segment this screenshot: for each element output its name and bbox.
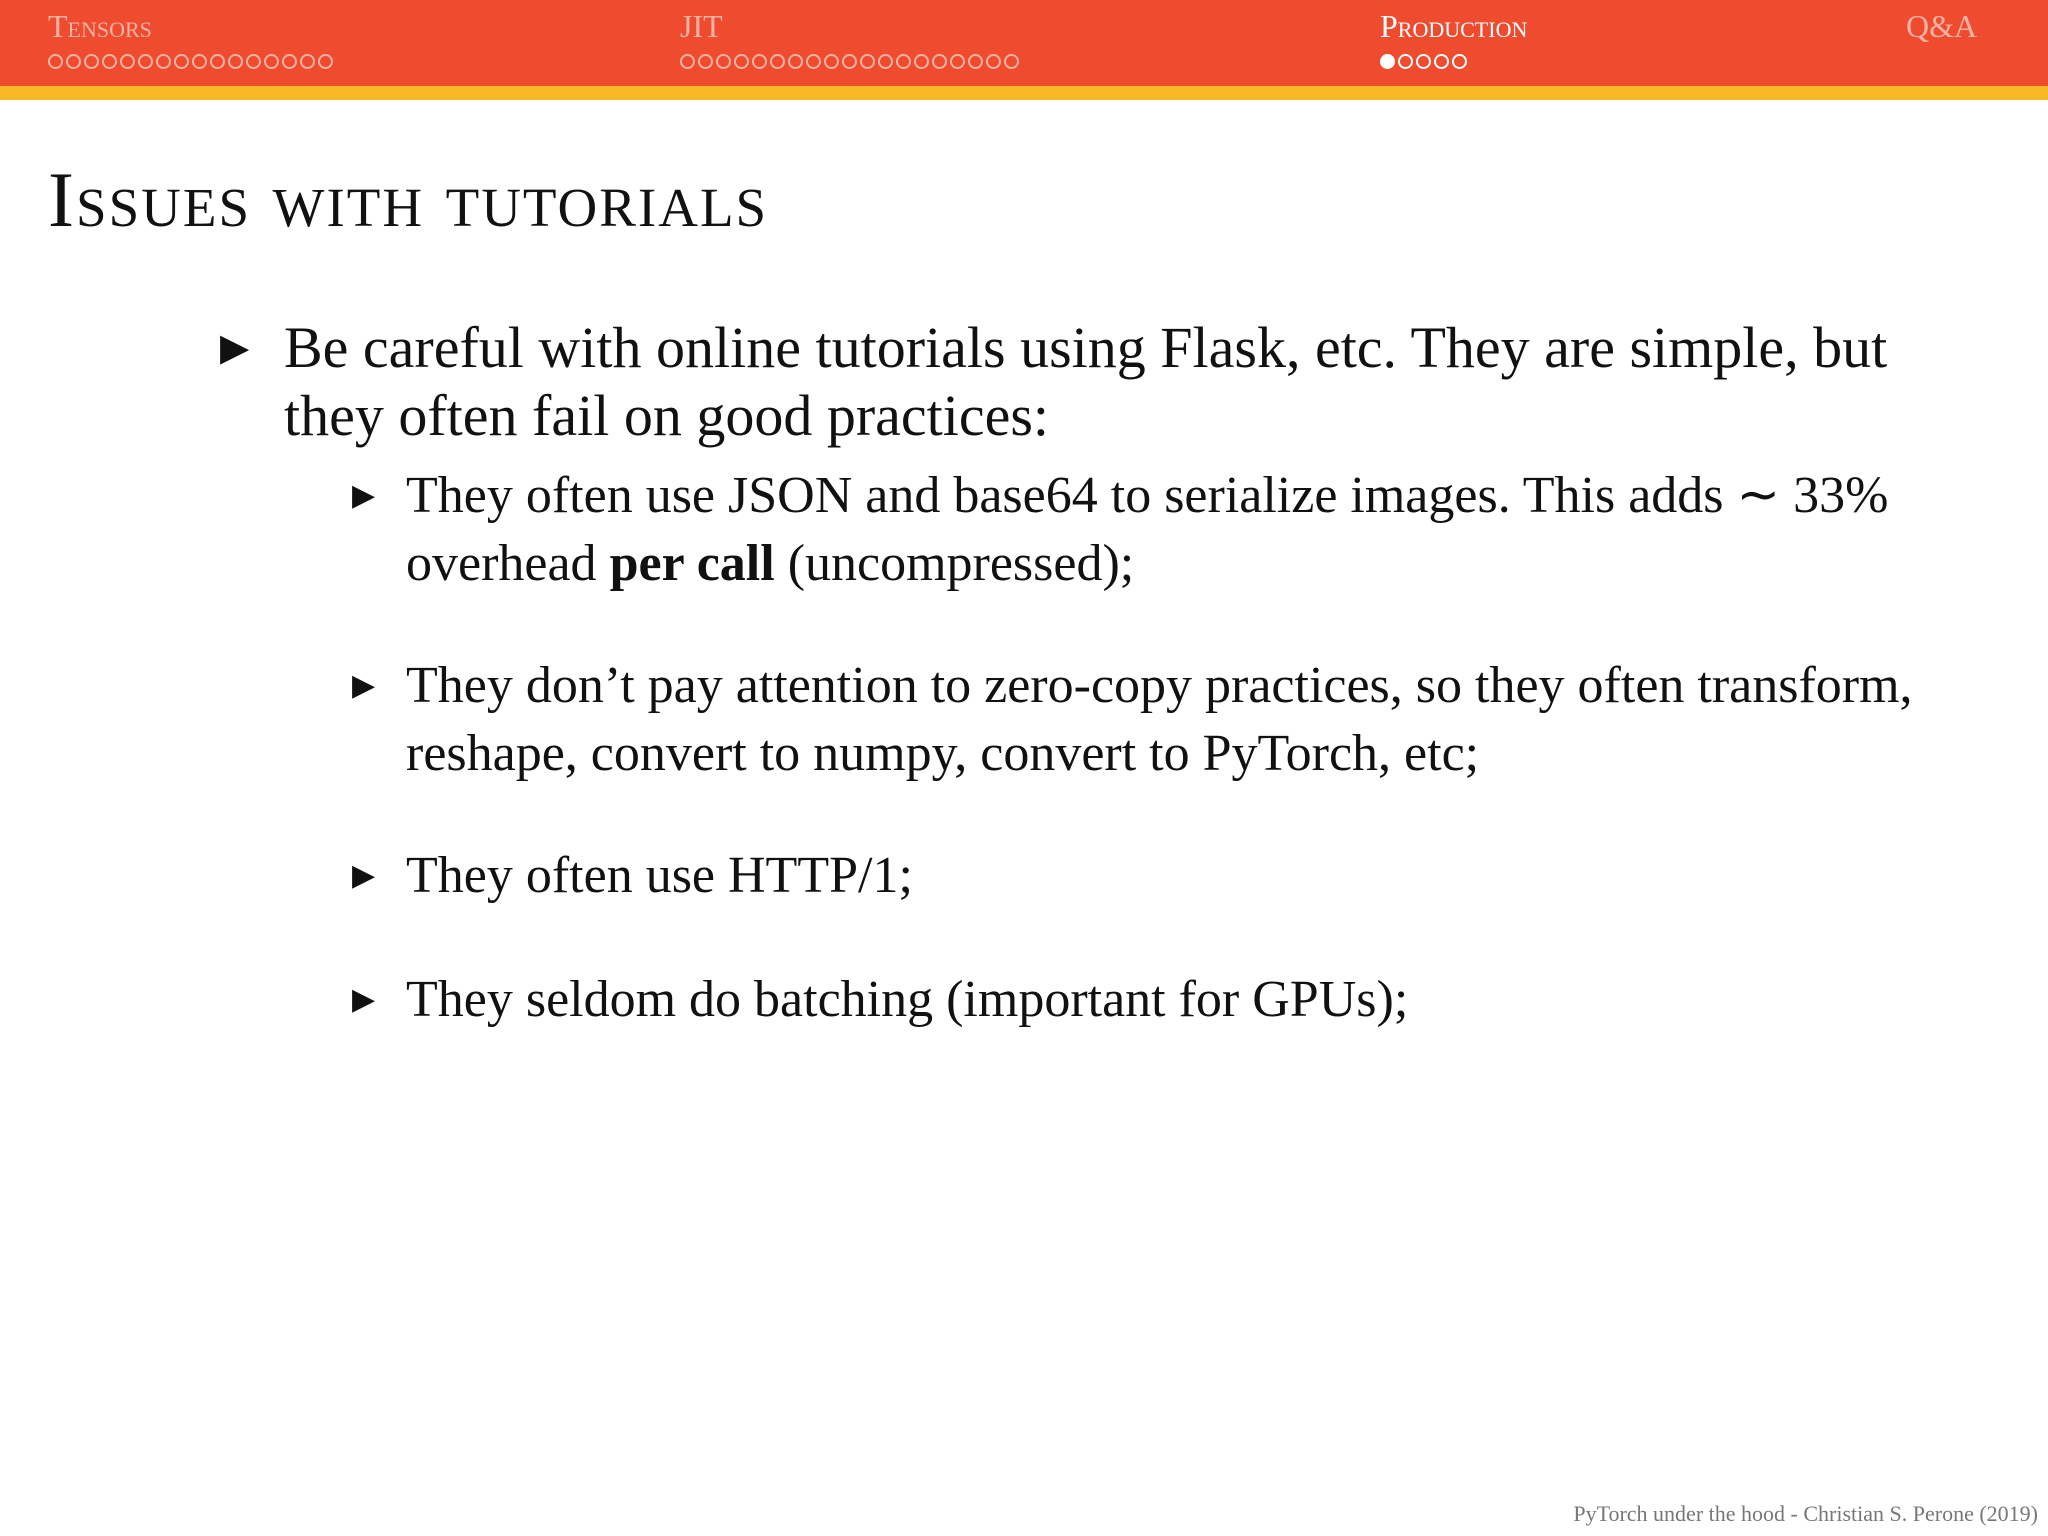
sub-bullet-bold-text: per call (609, 535, 775, 592)
sub-bullet-zero-copy (352, 652, 1926, 788)
bullet-main (220, 314, 1924, 450)
nav-section-label: Tensors (48, 8, 152, 44)
nav-section-label: Q&A (1906, 8, 1978, 44)
nav-section-label: Production (1380, 8, 1528, 44)
slide-footer: PyTorch under the hood - Christian S. Perone (2019) (1573, 1501, 2038, 1526)
sub-bullet-triangle-icon: ▶ (352, 479, 376, 512)
sub-bullet-text: They seldom do batching (important for GPUs); (406, 971, 1409, 1028)
sub-bullet-json-base64 (352, 462, 1926, 598)
sub-bullet-http1 (352, 842, 1926, 910)
sub-bullet-text: They don’t pay attention to zero-copy practices, so they often transform, reshape, convert to numpy, convert to PyTorch, etc; (406, 657, 1913, 782)
bullet-triangle-icon: ▶ (220, 327, 250, 369)
sub-bullet-text: They often use JSON and base64 to serialize images. This adds ∼ 33% overhead (406, 467, 1889, 592)
sub-bullet-triangle-icon: ▶ (352, 859, 376, 892)
sub-bullet-text: They often use HTTP/1; (406, 847, 913, 904)
sub-bullet-batching (352, 966, 1926, 1034)
sub-bullet-text-after: (uncompressed); (774, 535, 1135, 592)
nav-section-label: JIT (680, 8, 723, 44)
bullet-text: Be careful with online tutorials using Flask, etc. They are simple, but they often fail on good practices: (284, 315, 1888, 448)
sub-bullet-triangle-icon: ▶ (352, 669, 376, 702)
sub-bullet-triangle-icon: ▶ (352, 983, 376, 1016)
slide-title: Issues with tutorials (48, 156, 769, 243)
